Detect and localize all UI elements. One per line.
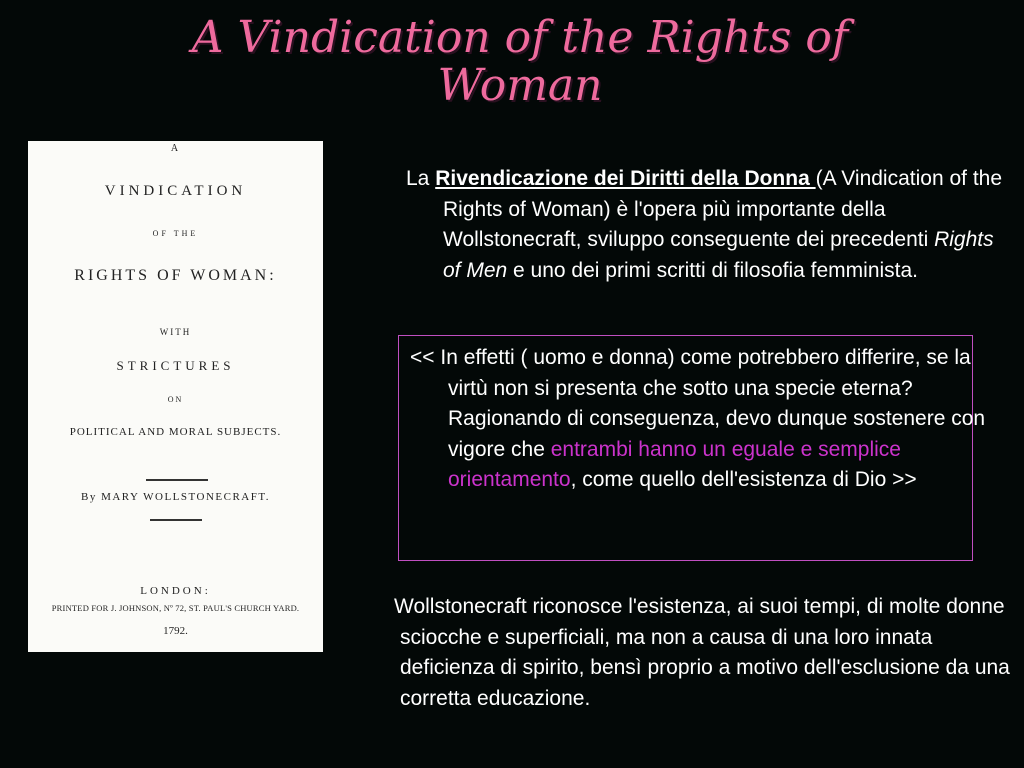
cover-on: ON — [167, 395, 184, 404]
cover-author: By MARY WOLLSTONECRAFT. — [80, 491, 271, 503]
intro-text-1: (A Vindication of the Rights of Woman) è l'opera più importante della Wollstonecraft, sviluppo conseguente dei precedenti — [443, 167, 1003, 251]
cover-article: A — [170, 143, 181, 154]
cover-london: LONDON: — [140, 585, 211, 597]
rights-of-men-title: Rights of Men — [443, 228, 994, 282]
cover-year: 1792. — [163, 625, 188, 637]
slide-title-line1: A Vindication of the Rights of — [191, 12, 849, 63]
cover-rights-of-woman: RIGHTS OF WOMAN: — [74, 267, 277, 284]
closing-paragraph: Wollstonecraft riconosce l'esistenza, ai suoi tempi, di molte donne sciocche e superficiali, ma non a causa di una loro innata deficienza di spirito, bensì proprio a motivo dell'esclusione da una corretta educazione. — [394, 595, 1010, 710]
intro-paragraph — [406, 164, 1003, 286]
intro-la: La — [406, 167, 436, 190]
cover-strictures: STRICTURES — [116, 358, 235, 373]
slide-title-line2: Woman — [437, 60, 603, 111]
quote-text-1: << In effetti ( uomo e donna) come potrebbero differire, se la virtù non si presenta che sotto una specie eterna? Ragionando di conseguenza, devo dunque sostenere con vigore che — [410, 346, 986, 461]
slide-title — [120, 14, 920, 110]
quote-highlight: entrambi hanno un eguale e semplice orientamento — [448, 437, 901, 491]
cover-printer: PRINTED FOR J. JOHNSON, Nº 72, ST. PAUL'S CHURCH YARD. — [51, 603, 300, 613]
quote-text-2: , come quello dell'esistenza di Dio >> — [570, 468, 917, 491]
cover-vindication: VINDICATION — [104, 183, 247, 199]
cover-rule — [150, 519, 202, 521]
cover-of-the: OF THE — [152, 229, 199, 238]
cover-subjects: POLITICAL AND MORAL SUBJECTS. — [69, 426, 282, 438]
quote-text — [410, 343, 1003, 496]
book-cover-image — [28, 141, 323, 652]
cover-rule — [146, 479, 208, 481]
intro-text-2: e uno dei primi scritti di filosofia femminista. — [507, 258, 919, 282]
book-title-link: Rivendicazione dei Diritti della Donna — [435, 167, 816, 190]
cover-with: WITH — [159, 327, 192, 337]
